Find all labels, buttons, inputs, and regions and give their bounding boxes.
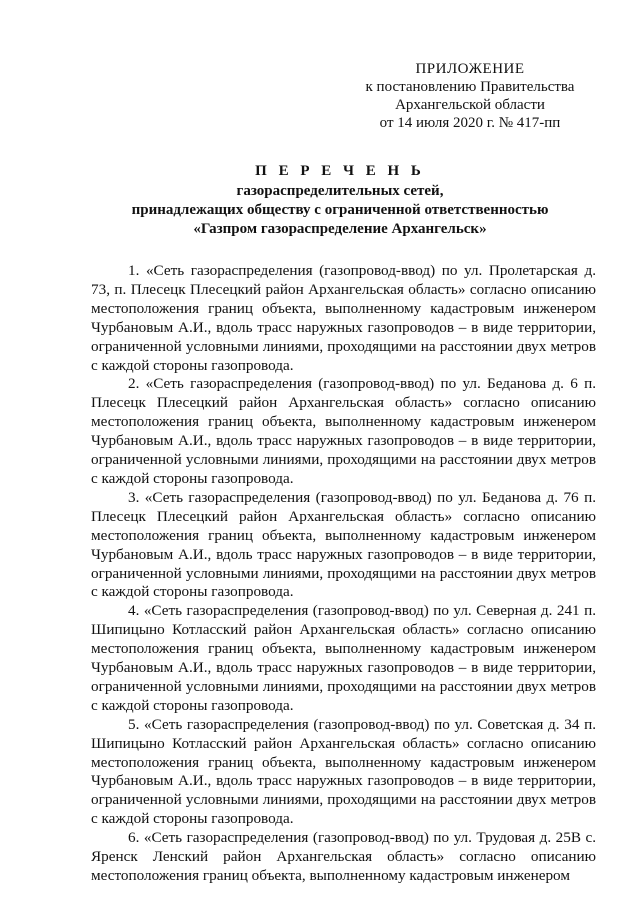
list-item: 5. «Сеть газораспределения (газопровод-ввод) по ул. Советская д. 34 п. Шипицыно Котласский район Архангельская область» согласно описанию местоположения границ объекта, выполненному кадастровым инженером Чурбановым А.И., вдоль трасс наружных газопроводов – в виде территории, ограниченной условными линиями, проходящими на расстоянии двух метров с каждой стороны газопровода. — [91, 715, 596, 828]
appendix-line: к постановлению Правительства — [365, 79, 575, 95]
title-line: принадлежащих обществу с ограниченной ответственностью — [131, 202, 549, 218]
title-line: «Газпром газораспределение Архангельск» — [193, 221, 487, 237]
list-item: 6. «Сеть газораспределения (газопровод-ввод) по ул. Трудовая д. 25В с. Яренск Ленский район Архангельская область» согласно описанию местоположения границ объекта, выполненному кадастровым инженером — [91, 829, 596, 884]
document-title — [90, 162, 590, 239]
list-item: 1. «Сеть газораспределения (газопровод-ввод) по ул. Пролетарская д. 73, п. Плесецк Плесецкий район Архангельская область» согласно описанию местоположения границ объекта, выполненному кадастровым инженером Чурбановым А.И., вдоль трасс наружных газопроводов – в виде территории, ограниченной условными линиями, проходящими на расстоянии двух метров с каждой стороны газопровода. — [91, 262, 596, 374]
list-item: 4. «Сеть газораспределения (газопровод-ввод) по ул. Северная д. 241 п. Шипицыно Котласский район Архангельская область» согласно описанию местоположения границ объекта, выполненному кадастровым инженером Чурбановым А.И., вдоль трасс наружных газопроводов – в виде территории, ограниченной условными линиями, проходящими на расстоянии двух метров с каждой стороны газопровода. — [91, 602, 596, 714]
title-word: П Е Р Е Ч Е Н Ь — [255, 163, 425, 179]
appendix-date-line: от 14 июля 2020 г. № 417-пп — [379, 115, 561, 131]
document-body — [91, 262, 596, 886]
list-item: 2. «Сеть газораспределения (газопровод-ввод) по ул. Беданова д. 6 п. Плесецк Плесецкий район Архангельская область» согласно описанию местоположения границ объекта, выполненному кадастровым инженером Чурбановым А.И., вдоль трасс наружных газопроводов – в виде территории, ограниченной условными линиями, проходящими на расстоянии двух метров с каждой стороны газопровода. — [91, 375, 596, 487]
appendix-line: Архангельской области — [395, 97, 545, 113]
title-line: газораспределительных сетей, — [236, 183, 444, 199]
list-item: 3. «Сеть газораспределения (газопровод-ввод) по ул. Беданова д. 76 п. Плесецк Плесецкий район Архангельская область» согласно описанию местоположения границ объекта, выполненному кадастровым инженером Чурбановым А.И., вдоль трасс наружных газопроводов – в виде территории, ограниченной условными линиями, проходящими на расстоянии двух метров с каждой стороны газопровода. — [91, 488, 596, 601]
appendix-header — [360, 60, 580, 132]
appendix-heading: ПРИЛОЖЕНИЕ — [415, 61, 525, 77]
